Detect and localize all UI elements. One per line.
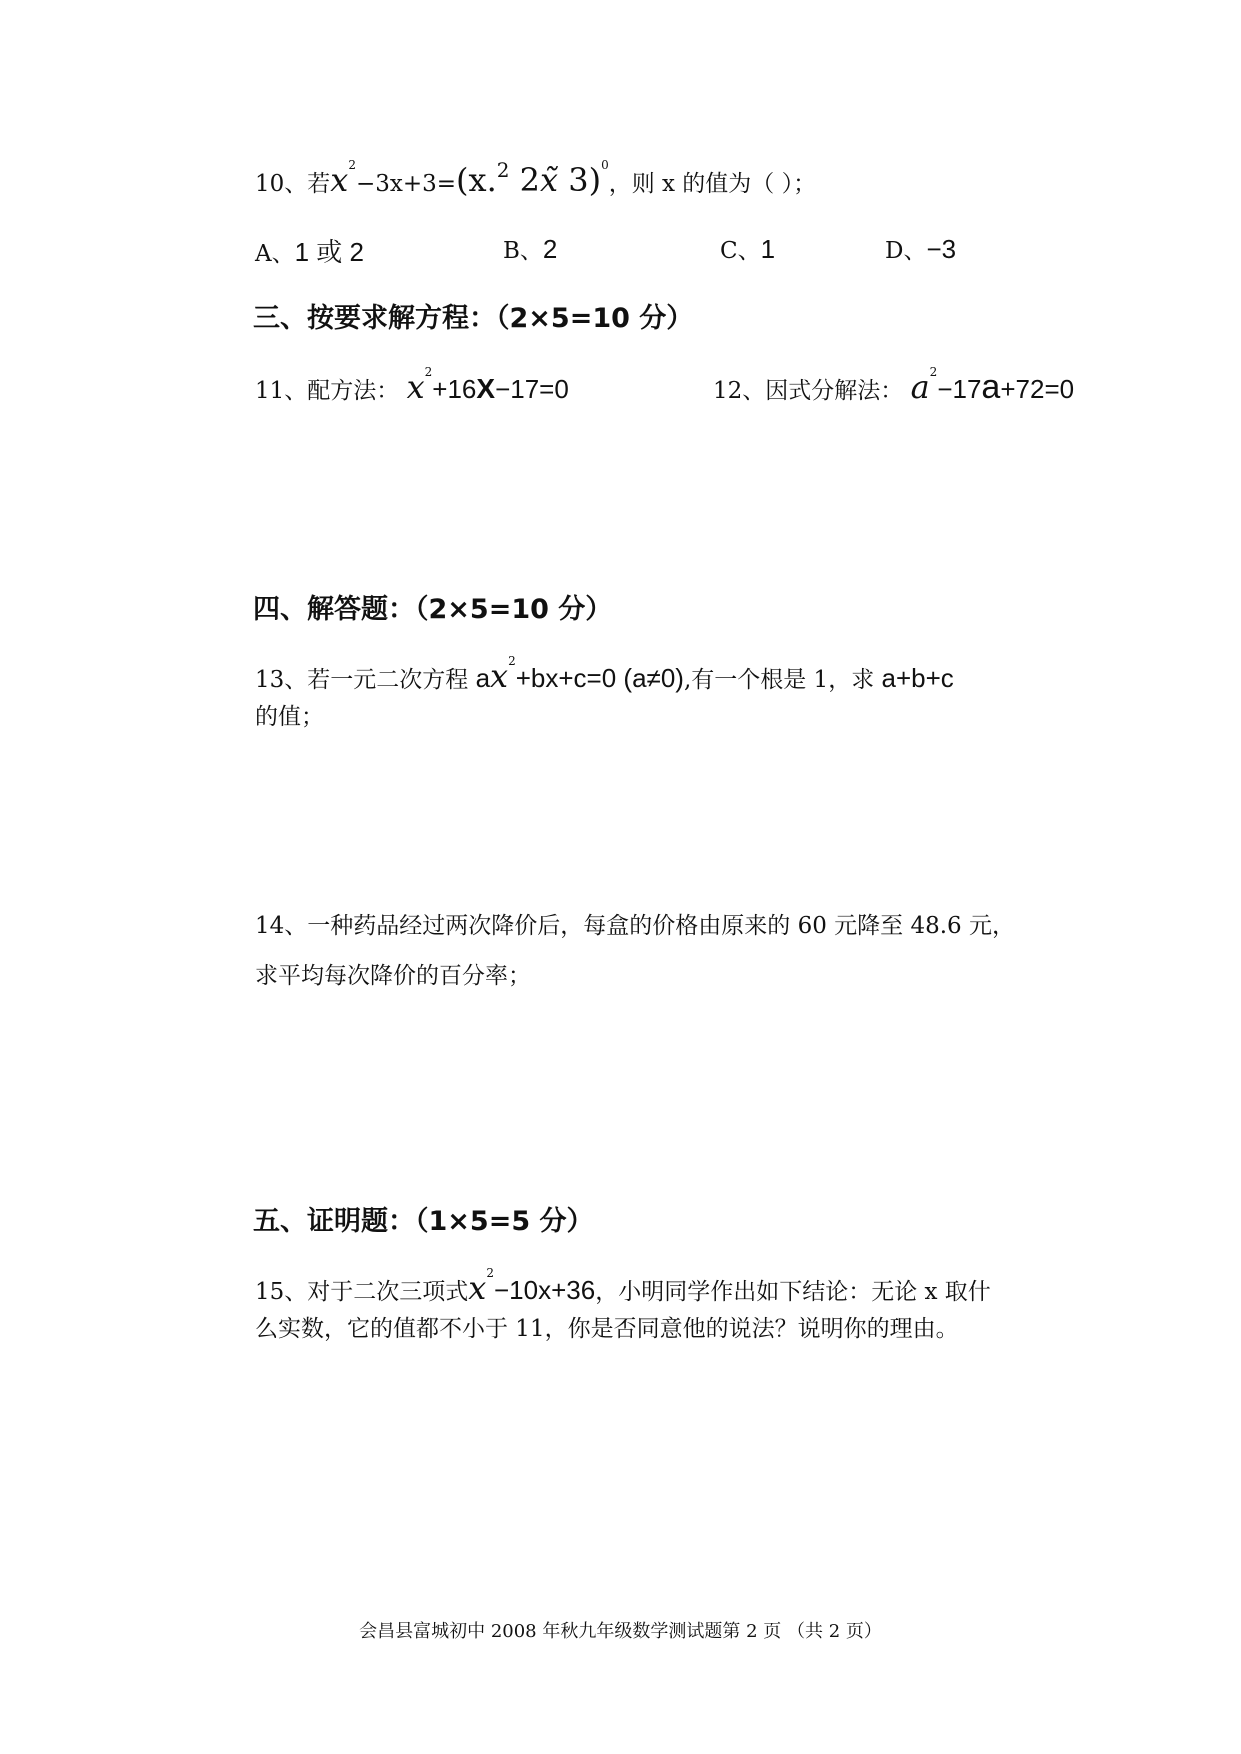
option-d	[885, 232, 956, 265]
math-target-expression: a+b+c	[881, 663, 954, 693]
zero-exponent: 0	[601, 158, 609, 172]
math-x: x	[330, 161, 349, 199]
exponent: 2	[424, 365, 433, 379]
question-13-line-2: 的值；	[255, 704, 324, 730]
option-c-label: C、	[720, 238, 761, 264]
paren-exponent: 2	[496, 158, 510, 182]
question-13-suffix: ,有一个根是 1，求	[683, 667, 882, 693]
math-paren-expression	[456, 158, 602, 199]
math-expression-part: −17	[937, 374, 982, 404]
option-a-value: 1 或 2	[294, 237, 364, 267]
question-15-line-2: 么实数，它的值都不小于 11，你是否同意他的说法？说明你的理由。	[255, 1316, 959, 1342]
math-expression-end: +72=0	[1000, 374, 1075, 404]
option-c	[720, 232, 775, 265]
exponent: 2	[486, 1266, 494, 1280]
question-15	[255, 1266, 991, 1307]
exponent: 2	[508, 654, 516, 668]
option-a-label: A、	[255, 241, 295, 267]
math-x: x	[468, 1269, 487, 1307]
question-12-label: 12、因式分解法：	[713, 378, 904, 404]
page-footer: 会昌县富城初中 2008 年秋九年级数学测试题第 2 页 （共 2 页）	[359, 1621, 882, 1642]
math-expression: +bx+c=0 (a≠0)	[515, 663, 684, 693]
option-b	[503, 232, 557, 265]
option-d-value: −3	[926, 234, 957, 264]
math-variable-x: X	[476, 373, 496, 404]
paren-end: 3)	[558, 161, 602, 199]
question-15-suffix: ，小明同学作出如下结论：无论 x 取什	[595, 1279, 991, 1305]
paren-middle: 2	[509, 161, 540, 199]
question-13	[255, 654, 954, 695]
option-b-label: B、	[503, 238, 543, 264]
math-expression: −3x+3=	[355, 171, 457, 197]
math-expression-end: −17=0	[495, 374, 569, 404]
section-5-heading: 五、证明题：（1×5=5 分）	[253, 1206, 594, 1237]
question-14-line-1: 14、一种药品经过两次降价后，每盒的价格由原来的 60 元降至 48.6 元，	[255, 913, 1015, 939]
math-expression-part: +16	[432, 374, 477, 404]
option-d-label: D、	[885, 238, 927, 264]
math-expression: −10x+36	[493, 1275, 596, 1305]
option-a	[255, 232, 364, 269]
question-10-prefix: 10、若	[255, 171, 331, 197]
option-c-value: 1	[760, 234, 776, 264]
exponent: 2	[929, 365, 938, 379]
question-12	[713, 365, 1074, 408]
math-x: x	[490, 657, 509, 695]
question-11	[255, 365, 569, 406]
section-3-heading: 三、按要求解方程：（2×5=10 分）	[253, 303, 694, 334]
section-4-heading: 四、解答题：（2×5=10 分）	[253, 594, 613, 625]
question-10-suffix: ，则 x 的值为（ ）；	[608, 171, 817, 197]
option-b-value: 2	[542, 234, 558, 264]
question-13-prefix: 13、若一元二次方程	[255, 667, 476, 693]
paren-open-x: (x.	[456, 161, 497, 199]
math-coefficient-a: a	[475, 663, 491, 693]
math-x: x	[406, 368, 425, 406]
question-15-prefix: 15、对于二次三项式	[255, 1279, 469, 1305]
exponent: 2	[348, 158, 356, 172]
question-10	[255, 158, 816, 199]
question-11-label: 11、配方法：	[255, 378, 400, 404]
math-variable-a: a	[981, 368, 1001, 406]
math-a: a	[910, 368, 930, 406]
question-14-line-2: 求平均每次降价的百分率；	[255, 963, 531, 989]
x-tilde: x̃	[540, 161, 559, 199]
